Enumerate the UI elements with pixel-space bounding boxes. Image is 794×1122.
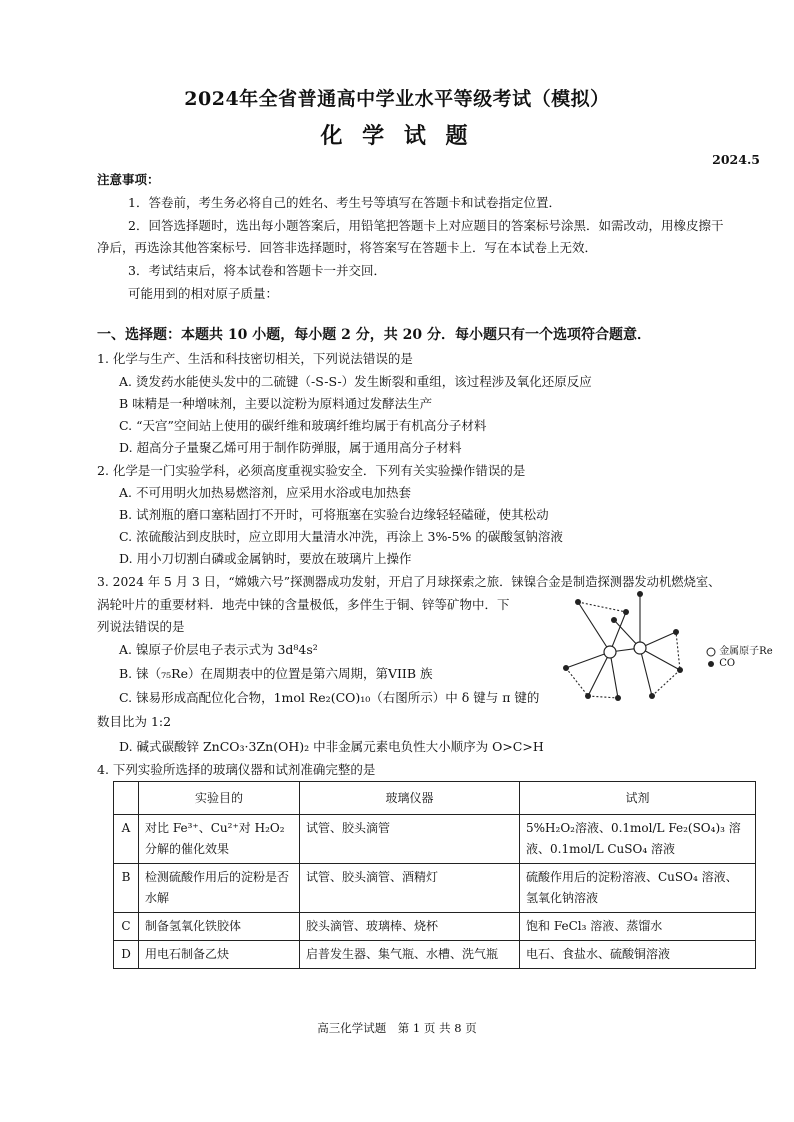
row-purpose: 对比 Fe³⁺、Cu²⁺对 H₂O₂ 分解的催化效果	[139, 815, 300, 864]
row-purpose: 用电石制备乙炔	[139, 941, 300, 969]
row-glassware: 胶头滴管、玻璃棒、烧杯	[300, 913, 520, 941]
table-row	[114, 941, 756, 969]
re2-co10-structure-diagram	[548, 590, 698, 705]
row-reagent: 饱和 FeCl₃ 溶液、蒸馏水	[520, 913, 756, 941]
co-legend-icon	[706, 659, 716, 669]
q2-option-d: D. 用小刀切割白磷或金属钠时，要放在玻璃片上操作	[119, 551, 412, 566]
molecule-bonds	[566, 594, 680, 698]
legend-metal-label: 金属原子Re	[719, 646, 773, 657]
legend-metal-atom	[706, 642, 773, 657]
q1-option-c: C. “天宫”空间站上使用的碳纤维和玻璃纤维均属于有机高分子材料	[119, 418, 487, 433]
exam-subtitle: 化 学 试 题	[320, 123, 474, 149]
row-reagent: 硫酸作用后的淀粉溶液、CuSO₄ 溶液、氢氧化钠溶液	[520, 864, 756, 913]
q3-option-a: A. 镍原子价层电子表示式为 3d⁸4s²	[119, 642, 318, 657]
legend-co-label: CO	[719, 658, 736, 669]
exam-date: 2024.5	[712, 152, 760, 167]
q3-stem-3: 列说法错误的是	[97, 619, 185, 634]
q1-stem: 1. 化学与生产、生活和科技密切相关，下列说法错误的是	[97, 351, 413, 366]
row-label: D	[114, 941, 139, 969]
q1-option-b: B 味精是一种增味剂，主要以淀粉为原料通过发酵法生产	[119, 396, 433, 411]
q4-stem: 4. 下列实验所选择的玻璃仪器和试剂准确完整的是	[97, 762, 376, 777]
notice-item-3: 3．考试结束后，将本试卷和答题卡一并交回．	[128, 263, 386, 278]
q3-stem-1: 3. 2024 年 5 月 3 日，“嫦娥六号”探测器成功发射，开启了月球探索之旅．铼镍合金是制造探测器发动机燃烧室、	[97, 575, 721, 589]
atomic-mass-note: 可能用到的相对原子质量：	[128, 286, 279, 301]
q2-option-a: A. 不可用明火加热易燃溶剂，应采用水浴或电加热套	[119, 485, 411, 500]
q2-option-c: C. 浓硫酸沾到皮肤时，应立即用大量清水冲洗，再涂上 3%-5% 的碳酸氢钠溶液	[119, 529, 563, 544]
table-header-row	[114, 782, 756, 815]
header-reagent: 试剂	[520, 782, 756, 815]
q3-option-d: D. 碱式碳酸锌 ZnCO₃·3Zn(OH)₂ 中非金属元素电负性大小顺序为 O>C>H	[119, 739, 544, 754]
q2-option-b: B. 试剂瓶的磨口塞粘固打不开时，可将瓶塞在实验台边缘轻轻磕碰，使其松动	[119, 507, 549, 522]
row-label: C	[114, 913, 139, 941]
row-label: A	[114, 815, 139, 864]
header-label-cell	[114, 782, 139, 815]
row-reagent: 电石、食盐水、硫酸铜溶液	[520, 941, 756, 969]
notice-item-1: 1．答卷前，考生务必将自己的姓名、考生号等填写在答题卡和试卷指定位置．	[128, 195, 561, 210]
q1-option-d: D. 超高分子量聚乙烯可用于制作防弹服，属于通用高分子材料	[119, 440, 462, 455]
legend-co	[706, 658, 735, 669]
page-footer: 高三化学试题 第 1 页 共 8 页	[317, 1021, 477, 1035]
q3-stem-2: 涡轮叶片的重要材料．地壳中铼的含量极低，多伴生于铜、锌等矿物中．下	[97, 597, 510, 612]
q2-stem: 2. 化学是一门实验学科，必须高度重视实验安全．下列有关实验操作错误的是	[97, 463, 526, 478]
q3-option-b: B. 铼（₇₅Re）在周期表中的位置是第六周期，第VIIB 族	[119, 666, 433, 681]
table-row	[114, 815, 756, 864]
notice-heading: 注意事项：	[97, 172, 160, 187]
q4-table	[113, 781, 756, 969]
notice-item-2b: 净后，再选涂其他答案标号．回答非选择题时，将答案写在答题卡上．写在本试卷上无效．	[97, 240, 598, 255]
q1-option-a: A. 烫发药水能使头发中的二硫键（-S-S-）发生断裂和重组，该过程涉及氧化还原反应	[119, 374, 592, 389]
header-glassware: 玻璃仪器	[300, 782, 520, 815]
metal-atom-legend-icon	[706, 647, 716, 657]
q3-option-c-2: 数目比为 1:2	[97, 714, 172, 729]
header-purpose: 实验目的	[139, 782, 300, 815]
row-reagent: 5%H₂O₂溶液、0.1mol/L Fe₂(SO₄)₃ 溶液、0.1mol/L CuSO₄ 溶液	[520, 815, 756, 864]
q3-option-c-1: C. 铼易形成高配位化合物，1mol Re₂(CO)₁₀（右图所示）中 δ 键与 π 键的	[119, 690, 540, 705]
row-glassware: 试管、胶头滴管	[300, 815, 520, 864]
table-row	[114, 864, 756, 913]
row-purpose: 检测硫酸作用后的淀粉是否水解	[139, 864, 300, 913]
row-glassware: 启普发生器、集气瓶、水槽、洗气瓶	[300, 941, 520, 969]
section-1-heading: 一、选择题：本题共 10 小题，每小题 2 分，共 20 分．每小题只有一个选项符合题意．	[97, 327, 651, 343]
exam-title: 2024年全省普通高中学业水平等级考试（模拟）	[184, 88, 610, 110]
row-label: B	[114, 864, 139, 913]
notice-item-2a: 2．回答选择题时，选出每小题答案后，用铅笔把答题卡上对应题目的答案标号涂黑．如需改动，用橡皮擦干	[128, 218, 724, 233]
row-glassware: 试管、胶头滴管、酒精灯	[300, 864, 520, 913]
row-purpose: 制备氢氧化铁胶体	[139, 913, 300, 941]
table-row	[114, 913, 756, 941]
